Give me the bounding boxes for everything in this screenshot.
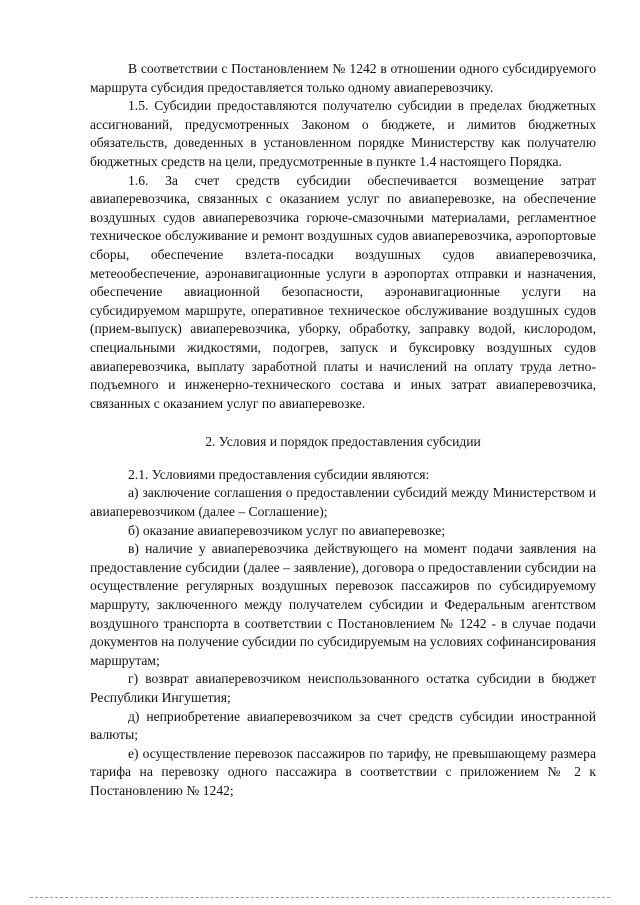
paragraph-1-6: 1.6. За счет средств субсидии обеспечивается возмещение затрат авиаперевозчика, связанных с оказанием услуг по авиаперевозке, на обеспечение воздушных судов авиаперевозчика горюче-смазочными материалами, регламентное техническое обслуживание и ремонт воздушных судов авиаперевозчика, аэропортовые сборы, обеспечение взлета-посадки воздушных судов авиаперевозчика, метеообеспечение, аэронавигационные услуги в аэропортах отправки и назначения, обеспечение авиационной безопасности, аэронавигационные услуги на субсидируемом маршруте, оперативное техническое обслуживание воздушных судов (прием-выпуск) авиаперевозчика, уборку, обработку, заправку водой, кислородом, специальными жидкостями, подогрев, запуск и буксировку воздушных судов авиаперевозчика, выплату заработной платы и начислений на оплату труда летно-подъемного и инженерно-технического состава и иных затрат авиаперевозчика, связанных с оказанием услуг по авиаперевозке.: [90, 172, 596, 411]
paragraph-2-1-a: а) заключение соглашения о предоставлении субсидий между Министерством и авиаперевозчиком (далее – Соглашение);: [90, 485, 596, 520]
paragraph-1-5: 1.5. Субсидии предоставляются получателю субсидии в пределах бюджетных ассигнований, предусмотренных Законом о бюджете, и лимитов бюджетных обязательств, доведенных в установленном порядке Министерству как получателю бюджетных средств на цели, предусмотренные в пункте 1.4 настоящего Порядка.: [90, 98, 596, 169]
paragraph-2-1-e: е) осуществление перевозок пассажиров по тарифу, не превышающему размера тарифа на перевозку одного пассажира в соответствии с приложением № 2 к Постановлению № 1242;: [90, 745, 596, 798]
paragraph-2-1-b: б) оказание авиаперевозчиком услуг по авиаперевозке;: [128, 522, 446, 538]
section-gap: [90, 413, 596, 421]
paragraph-2-1: 2.1. Условиями предоставления субсидии являются:: [128, 466, 430, 482]
paragraph-2-1-v: в) наличие у авиаперевозчика действующего на момент подачи заявления на предоставление субсидии (далее – заявление), договора о предоставлении субсидии на осуществление регулярных воздушных перевозок пассажиров по субсидируемому маршруту, заключенного между получателем субсидии и Федеральным агентством воздушного транспорта в соответствии с Постановлением № 1242 - в случае подачи документов на получение субсидии по субсидируемым на условиях софинансирования маршрутам;: [90, 541, 596, 668]
scan-artifact-line: [30, 897, 610, 899]
section-heading: 2. Условия и порядок предоставления субсидии: [205, 434, 481, 450]
paragraph-2-1-g: г) возврат авиаперевозчиком неиспользованного остатка субсидии в бюджет Республики Ингушетия;: [90, 671, 596, 705]
paragraph-2-1-d: д) неприобретение авиаперевозчиком за счет средств субсидии иностранной валюты;: [90, 708, 596, 743]
paragraph-subsidy-single-carrier: В соответствии с Постановлением № 1242 в отношении одного субсидируемого маршрута субсидия предоставляется только одному авиаперевозчику.: [90, 61, 596, 95]
document-page: [90, 60, 596, 801]
